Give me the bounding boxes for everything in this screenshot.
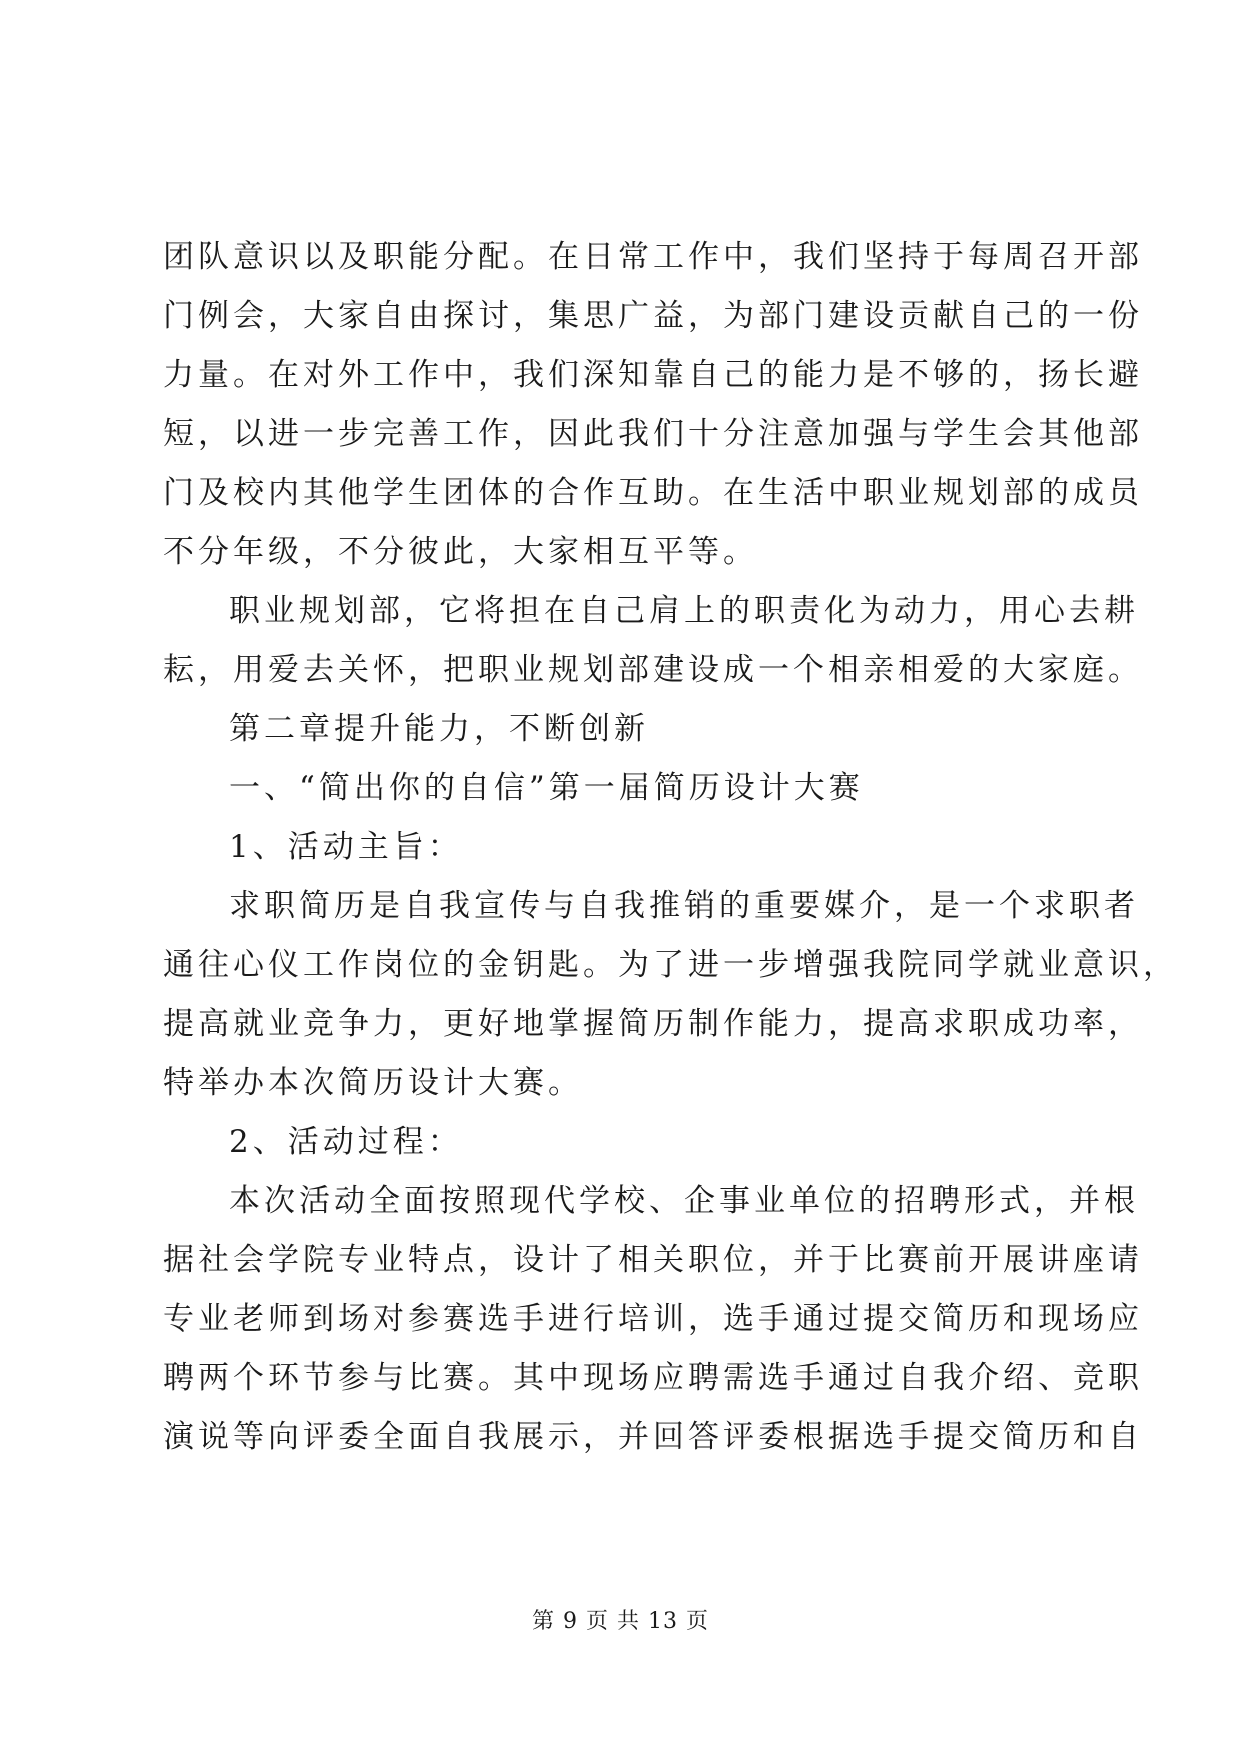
text-line: 团队意识以及职能分配。在日常工作中，我们坚持于每周召开部 xyxy=(163,239,1143,275)
text-line: 提高就业竞争力，更好地掌握简历制作能力，提高求职成功率， xyxy=(163,1006,1143,1042)
text-line: 力量。在对外工作中，我们深知靠自己的能力是不够的，扬长避 xyxy=(163,357,1143,393)
page-number-footer: 第 9 页 共 13 页 xyxy=(532,1609,709,1634)
text-line: 不分年级，不分彼此，大家相互平等。 xyxy=(163,534,758,570)
text-line: 特举办本次简历设计大赛。 xyxy=(163,1065,583,1101)
text-line: 耘，用爱去关怀，把职业规划部建设成一个相亲相爱的大家庭。 xyxy=(163,652,1143,688)
subsection-heading: 2、活动过程： xyxy=(229,1124,463,1160)
text-line: 短，以进一步完善工作，因此我们十分注意加强与学生会其他部 xyxy=(163,416,1143,452)
text-line: 专业老师到场对参赛选手进行培训，选手通过提交简历和现场应 xyxy=(163,1301,1143,1337)
text-line: 求职简历是自我宣传与自我推销的重要媒介，是一个求职者 xyxy=(229,888,1139,924)
section-heading: 一、“简出你的自信”第一届简历设计大赛 xyxy=(229,770,864,806)
subsection-heading: 1、活动主旨： xyxy=(229,829,463,865)
text-line: 通往心仪工作岗位的金钥匙。为了进一步增强我院同学就业意识， xyxy=(163,947,1178,983)
text-line: 门例会，大家自由探讨，集思广益，为部门建设贡献自己的一份 xyxy=(163,298,1143,334)
text-line: 聘两个环节参与比赛。其中现场应聘需选手通过自我介绍、竞职 xyxy=(163,1360,1143,1396)
text-line: 职业规划部，它将担在自己肩上的职责化为动力，用心去耕 xyxy=(229,593,1139,629)
chapter-heading: 第二章提升能力，不断创新 xyxy=(229,711,649,747)
text-line: 演说等向评委全面自我展示，并回答评委根据选手提交简历和自 xyxy=(163,1419,1143,1455)
text-line: 门及校内其他学生团体的合作互助。在生活中职业规划部的成员 xyxy=(163,475,1143,511)
document-body xyxy=(163,228,1178,1467)
text-line: 本次活动全面按照现代学校、企事业单位的招聘形式，并根 xyxy=(229,1183,1139,1219)
text-line: 据社会学院专业特点，设计了相关职位，并于比赛前开展讲座请 xyxy=(163,1242,1143,1278)
